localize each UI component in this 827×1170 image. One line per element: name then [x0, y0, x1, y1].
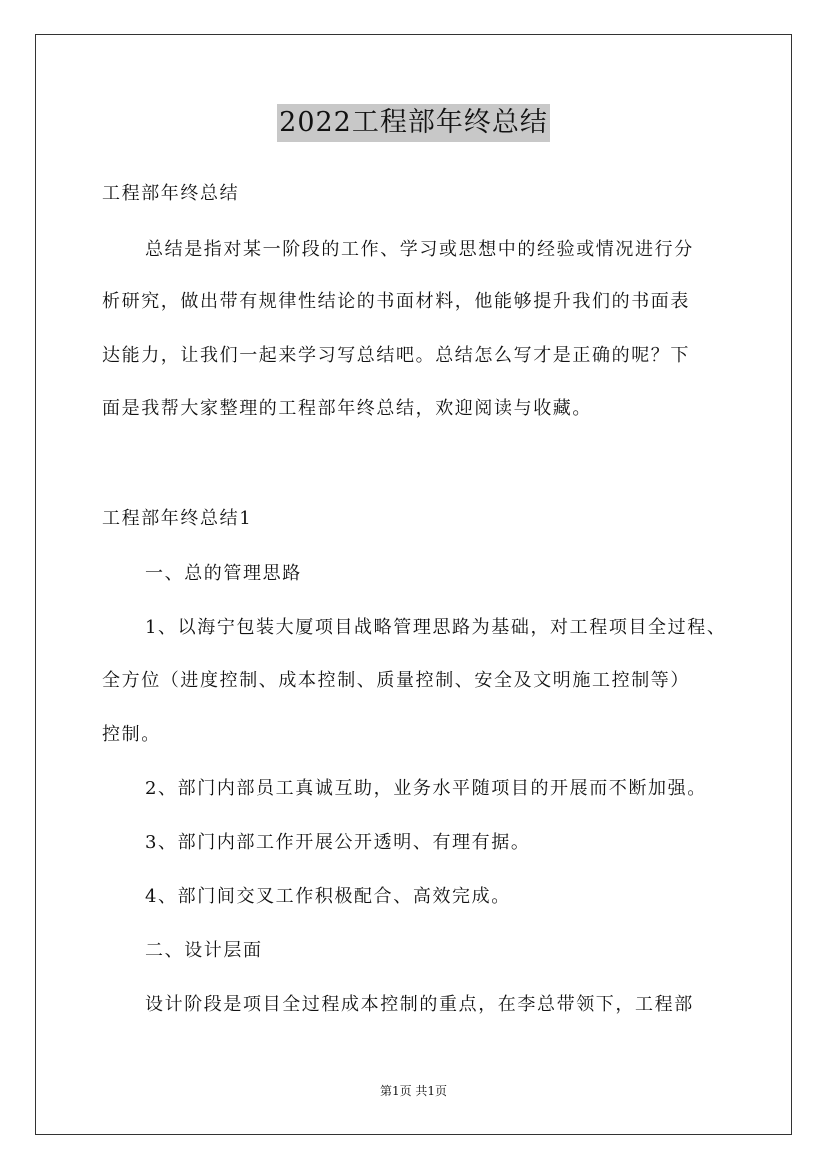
subsection-heading: 二、设计层面 [145, 940, 263, 961]
paragraph-line: 达能力，让我们一起来学习写总结吧。总结怎么写才是正确的呢？下 [102, 345, 690, 366]
list-item: 1、以海宁包装大厦项目战略管理思路为基础，对工程项目全过程、 [145, 617, 727, 638]
section-heading: 工程部年终总结 [102, 183, 240, 204]
paragraph-line: 总结是指对某一阶段的工作、学习或思想中的经验或情况进行分 [145, 239, 694, 260]
title-container [0, 104, 827, 142]
document-title: 2022工程部年终总结 [277, 104, 550, 142]
page-footer: 第1页 共1页 [379, 1084, 448, 1098]
paragraph-line: 面是我帮大家整理的工程部年终总结，欢迎阅读与收藏。 [102, 398, 592, 419]
paragraph-line: 设计阶段是项目全过程成本控制的重点，在李总带领下，工程部 [145, 994, 694, 1015]
subsection-heading: 一、总的管理思路 [145, 563, 302, 584]
list-item: 4、部门间交叉工作积极配合、高效完成。 [145, 886, 511, 907]
paragraph-line: 析研究，做出带有规律性结论的书面材料，他能够提升我们的书面表 [102, 291, 690, 312]
list-item: 3、部门内部工作开展公开透明、有理有据。 [145, 832, 531, 853]
paragraph-line: 全方位（进度控制、成本控制、质量控制、安全及文明施工控制等） [102, 670, 690, 691]
paragraph-line: 控制。 [102, 724, 161, 745]
list-item: 2、部门内部员工真诚互助，业务水平随项目的开展而不断加强。 [145, 778, 707, 799]
section-heading: 工程部年终总结1 [102, 508, 253, 529]
